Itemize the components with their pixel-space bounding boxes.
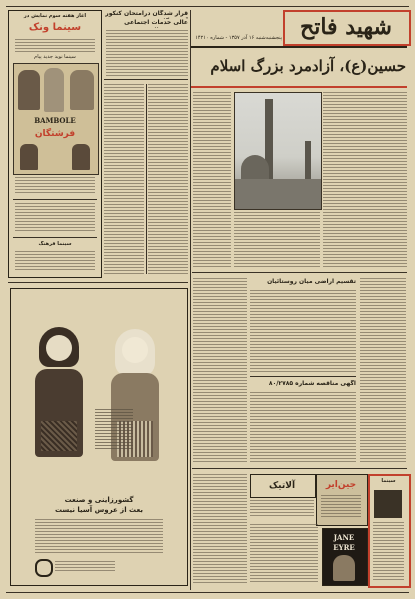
left-intro-text <box>106 30 188 76</box>
tender-text <box>250 392 356 462</box>
jane-eyre-ad <box>322 528 368 586</box>
film-ad-small-text <box>321 495 361 519</box>
cinema-sub: سینما نوید جدید پیام <box>34 54 76 60</box>
main-divider <box>190 10 191 590</box>
mid-left-column <box>193 278 247 464</box>
film-ad-fa-title: جین‌ایر <box>325 480 357 490</box>
article-column-right <box>323 92 407 268</box>
cinema-footer-text <box>15 251 95 271</box>
doll-ad-top-rule <box>8 282 188 283</box>
brand-name <box>55 561 115 571</box>
headline-underline <box>190 86 407 88</box>
left-intro-rule <box>104 79 188 80</box>
poster-figure-4 <box>20 144 38 170</box>
poster-figure-2 <box>44 68 64 112</box>
jane-eyre-title: JANE EYRE <box>333 533 355 552</box>
left-headline-2: عالی خدمات اجتماعی <box>124 19 188 26</box>
aletik-ad <box>250 474 316 498</box>
doll-2-face <box>122 337 148 363</box>
bottom-left-column <box>193 474 247 584</box>
land-reform-text <box>250 290 356 372</box>
column-divider <box>146 84 147 274</box>
name-list-column-2 <box>104 84 144 274</box>
masthead-rule <box>190 46 407 48</box>
bottom-border <box>6 592 409 593</box>
left-headline-1: قرار شدگان درامتحان کنکور <box>105 10 188 17</box>
doll-ad-slogan-2: بعث از عروس آسیا نیست <box>54 506 144 514</box>
top-border <box>6 6 409 7</box>
aletik-label: آلاتیک <box>268 481 296 491</box>
tender-title: آگهی مناقصه شماره ۸۰/۲۷۸۵ <box>268 380 356 387</box>
building-base <box>235 179 321 209</box>
poster-figure-1 <box>18 70 40 110</box>
masthead-headline: حسین(ع)، آزادمرد بزرگ اسلام <box>210 57 406 75</box>
doll-ad-slogan-1: گشورزاینی و صنعت <box>64 496 134 504</box>
doll-ad-body <box>35 519 163 553</box>
dome <box>241 155 269 179</box>
cinema-ad-desc <box>15 39 95 53</box>
film-poster <box>13 63 99 175</box>
cinema-name: سینما ونک <box>28 22 82 33</box>
cinema-ad-block <box>8 10 102 278</box>
poster-figure-5 <box>72 144 90 170</box>
article-bottom-rule <box>192 272 407 273</box>
masthead-date-line: پنجشنبه‌شنبه ۱۶ آذر ۱۳۵۷ - شماره ۱۴۲۱۰ <box>195 35 282 41</box>
cinema-ad-rule-1 <box>13 199 97 200</box>
jane-eyre-figure <box>333 555 355 581</box>
land-reform-title: تقسیم اراضی میان روستائیان <box>267 278 356 285</box>
right-strip-image <box>374 490 402 518</box>
cinema-ad-header: آغاز هفته سوم نمایش در <box>23 13 87 19</box>
film-title-fa: فرشتگان <box>34 129 76 139</box>
tender-top-rule <box>250 376 356 377</box>
lower-rule <box>192 468 407 469</box>
doll-ad-block <box>10 288 188 586</box>
aletik-text <box>250 500 314 518</box>
cinema-ad-info <box>15 177 95 195</box>
name-list-column-1 <box>148 84 188 274</box>
article-under-photo <box>234 212 320 268</box>
doll-ad-caption <box>95 409 133 449</box>
film-title: BAMBOLE <box>34 116 76 125</box>
jane-eyre-side-text <box>250 524 318 584</box>
masthead-title-box <box>283 10 411 46</box>
cinema-footer: سینما فرهنگ <box>38 241 72 247</box>
film-ad-small <box>316 474 368 526</box>
mosque-photo <box>234 92 322 210</box>
mid-right-column <box>360 278 406 464</box>
doll-1-pattern <box>41 421 77 451</box>
cinema-ad-notice <box>15 203 95 233</box>
cinema-ad-rule-2 <box>13 237 97 238</box>
doll-1-face <box>46 335 72 361</box>
poster-figure-3 <box>70 70 94 110</box>
right-ad-strip <box>368 474 411 588</box>
article-column-left <box>193 92 231 268</box>
brand-logo-icon <box>35 559 53 577</box>
right-strip-text <box>373 522 404 580</box>
right-strip-tag: سینما <box>381 478 396 484</box>
masthead-title: شهید فاتح <box>300 14 392 40</box>
